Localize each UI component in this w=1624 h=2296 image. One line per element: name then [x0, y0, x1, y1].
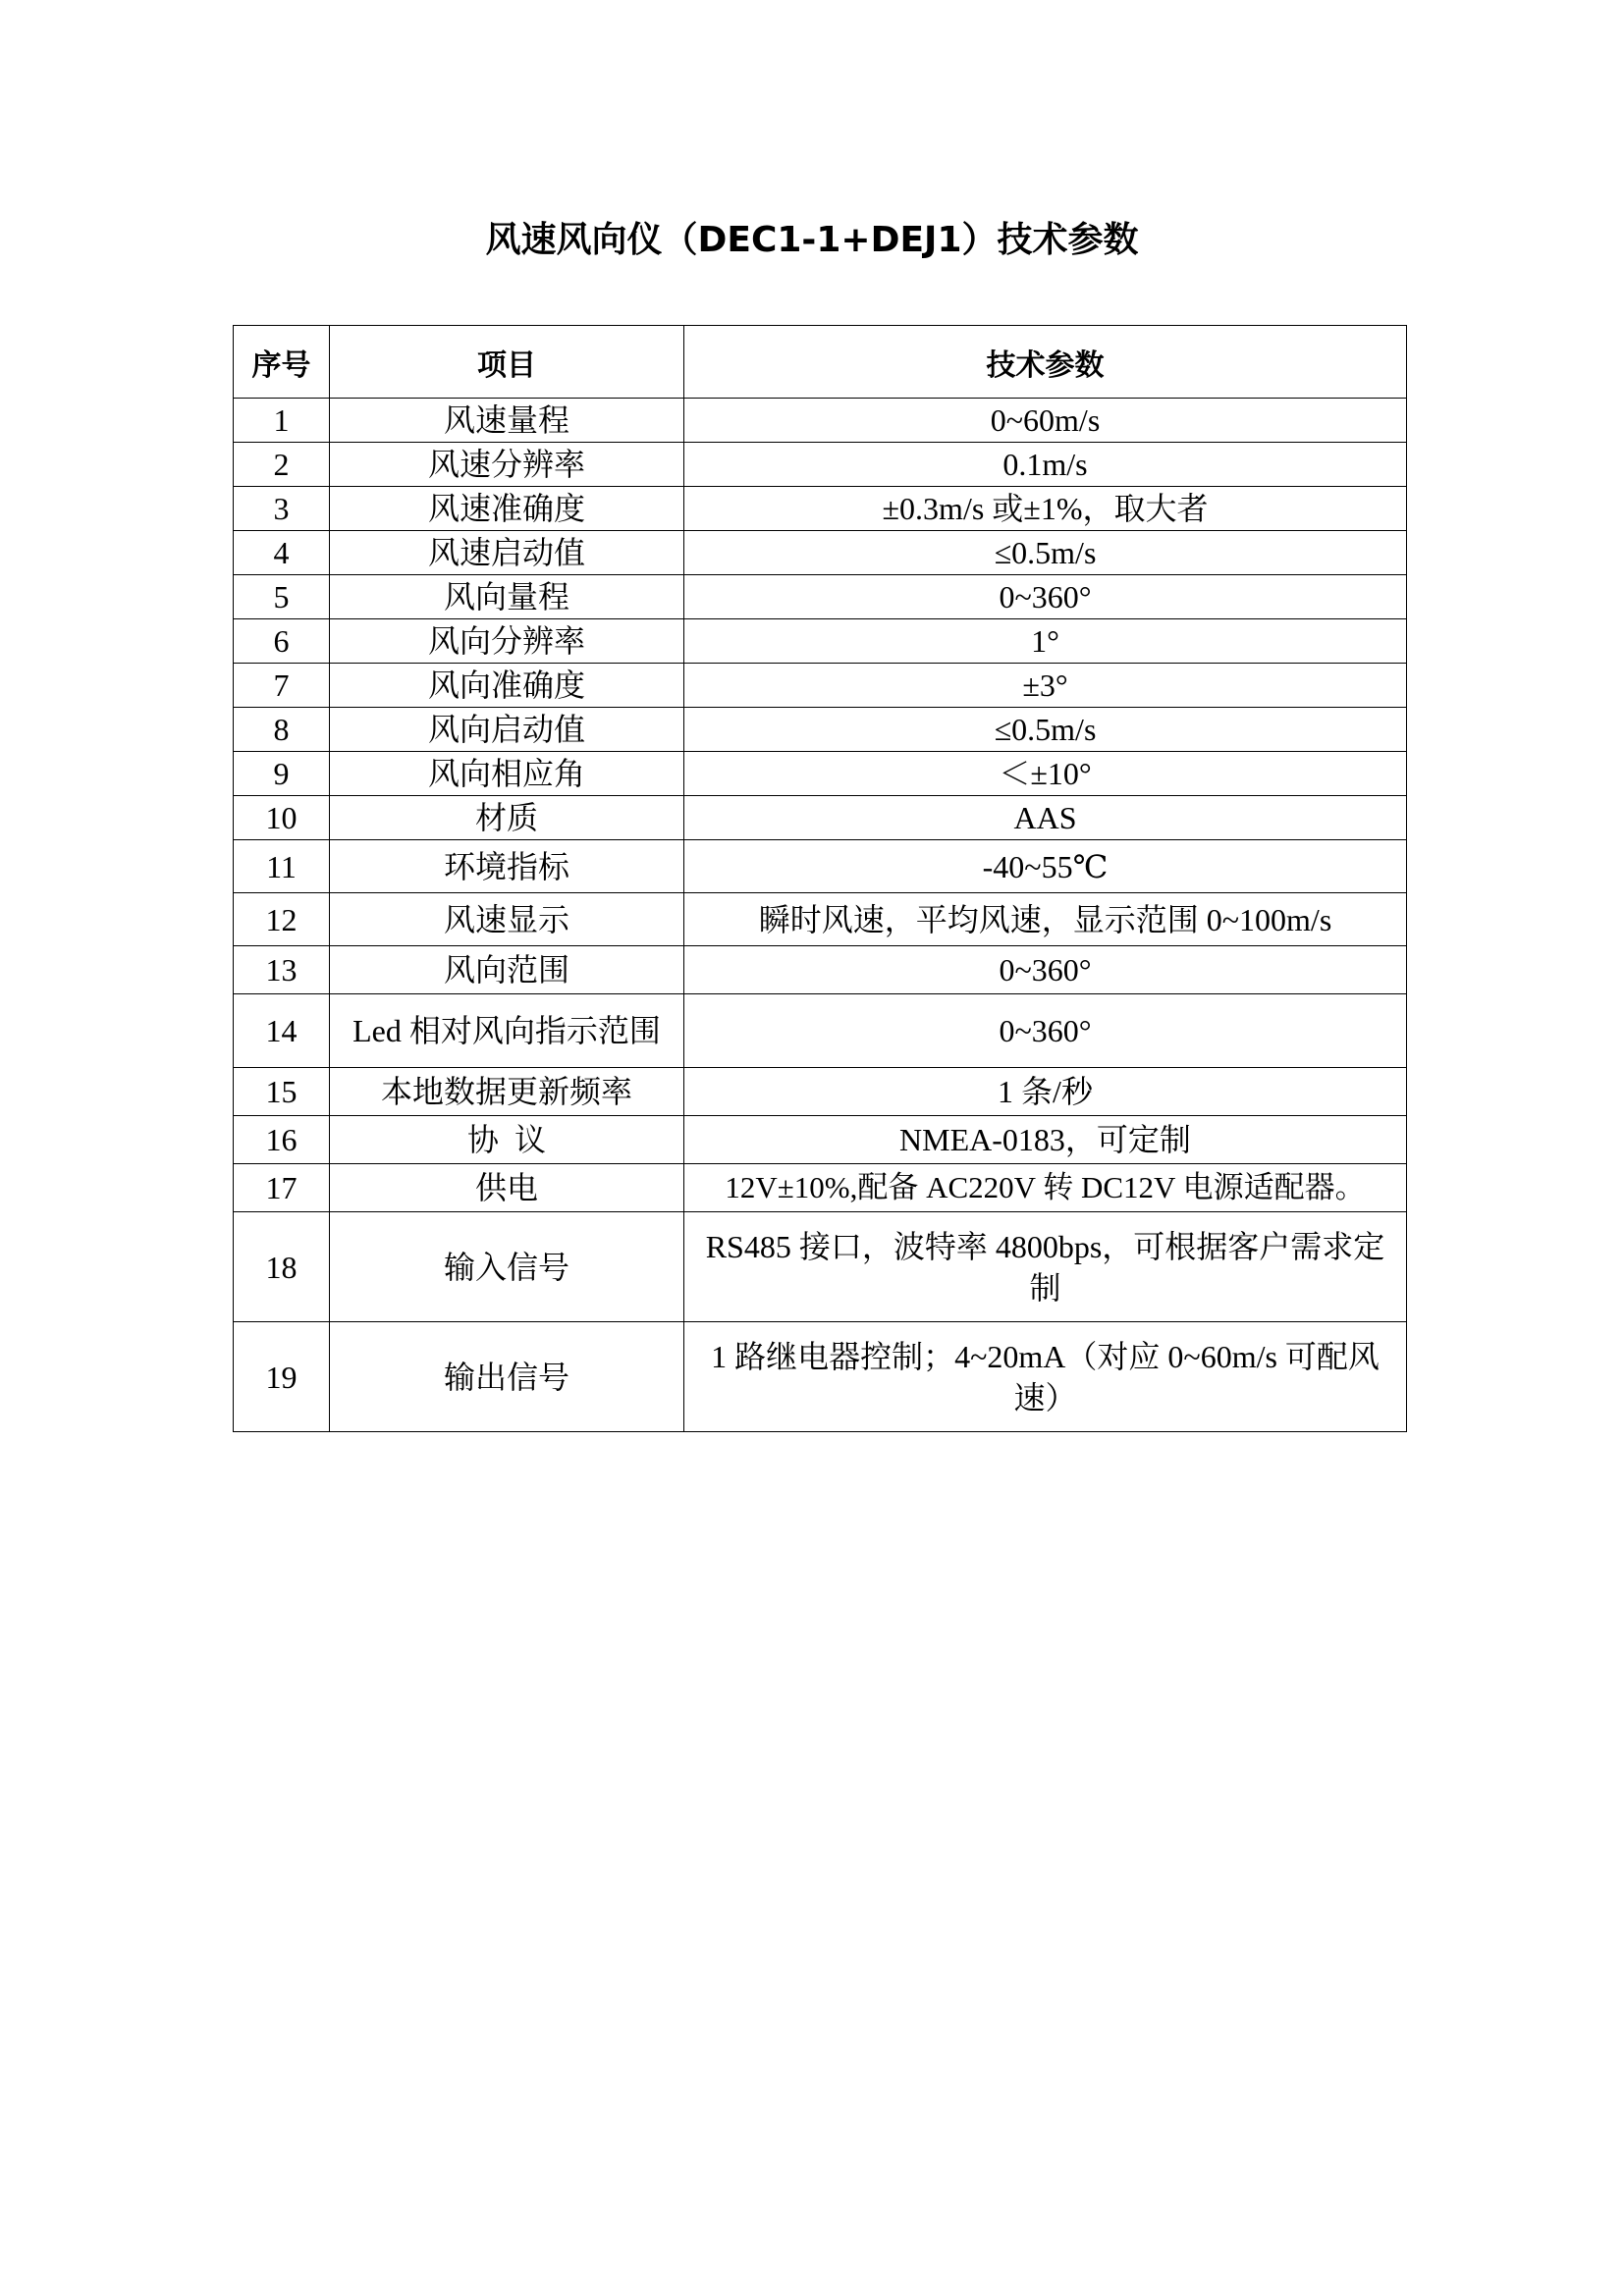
- table-row: [234, 619, 1407, 664]
- spec-table: [233, 325, 1407, 1432]
- row-item: 输出信号: [330, 1322, 684, 1432]
- header-item: 项目: [330, 326, 684, 399]
- header-param: 技术参数: [684, 326, 1407, 399]
- row-no: 8: [234, 708, 330, 752]
- row-item: 输入信号: [330, 1212, 684, 1322]
- row-item: 本地数据更新频率: [330, 1068, 684, 1116]
- row-param: AAS: [684, 796, 1407, 840]
- row-item: 风向相应角: [330, 752, 684, 796]
- row-param: ＜±10°: [684, 752, 1407, 796]
- table-row: [234, 443, 1407, 487]
- row-no: 1: [234, 399, 330, 443]
- row-item: 风向范围: [330, 946, 684, 994]
- row-param: 1°: [684, 619, 1407, 664]
- table-row: [234, 399, 1407, 443]
- row-no: 17: [234, 1164, 330, 1212]
- row-param: 0~360°: [684, 946, 1407, 994]
- row-item: 协 议: [330, 1116, 684, 1164]
- table-row: [234, 487, 1407, 531]
- row-no: 2: [234, 443, 330, 487]
- table-header-row: [234, 326, 1407, 399]
- row-item: 风向启动值: [330, 708, 684, 752]
- table-row: [234, 1116, 1407, 1164]
- row-param: 12V±10%,配备 AC220V 转 DC12V 电源适配器。: [684, 1164, 1407, 1212]
- row-item: 环境指标: [330, 840, 684, 893]
- row-param: ≤0.5m/s: [684, 708, 1407, 752]
- table-row: [234, 531, 1407, 575]
- row-param: 0~360°: [684, 994, 1407, 1068]
- row-param: 1 路继电器控制；4~20mA（对应 0~60m/s 可配风速）: [684, 1322, 1407, 1432]
- row-item: 风速量程: [330, 399, 684, 443]
- row-no: 19: [234, 1322, 330, 1432]
- table-row: [234, 796, 1407, 840]
- row-item: 风速显示: [330, 893, 684, 946]
- table-row: [234, 946, 1407, 994]
- table-row: [234, 575, 1407, 619]
- row-param: 1 条/秒: [684, 1068, 1407, 1116]
- row-param: -40~55℃: [684, 840, 1407, 893]
- row-no: 10: [234, 796, 330, 840]
- table-row: [234, 1164, 1407, 1212]
- table-row: [234, 664, 1407, 708]
- table-row: [234, 1212, 1407, 1322]
- row-param: 0~360°: [684, 575, 1407, 619]
- row-param: RS485 接口，波特率 4800bps，可根据客户需求定制: [684, 1212, 1407, 1322]
- row-no: 14: [234, 994, 330, 1068]
- row-item: 供电: [330, 1164, 684, 1212]
- row-no: 15: [234, 1068, 330, 1116]
- row-no: 16: [234, 1116, 330, 1164]
- row-no: 13: [234, 946, 330, 994]
- table-row: [234, 1322, 1407, 1432]
- row-item: 风向分辨率: [330, 619, 684, 664]
- header-no: 序号: [234, 326, 330, 399]
- row-param: 瞬时风速，平均风速，显示范围 0~100m/s: [684, 893, 1407, 946]
- row-param: ≤0.5m/s: [684, 531, 1407, 575]
- row-no: 18: [234, 1212, 330, 1322]
- row-item: 风速准确度: [330, 487, 684, 531]
- table-row: [234, 752, 1407, 796]
- row-param: ±0.3m/s 或±1%，取大者: [684, 487, 1407, 531]
- row-item: 风向量程: [330, 575, 684, 619]
- row-item: 材质: [330, 796, 684, 840]
- row-param: 0.1m/s: [684, 443, 1407, 487]
- row-no: 12: [234, 893, 330, 946]
- row-no: 9: [234, 752, 330, 796]
- table-row: [234, 994, 1407, 1068]
- row-no: 3: [234, 487, 330, 531]
- table-row: [234, 708, 1407, 752]
- row-no: 6: [234, 619, 330, 664]
- row-item: Led 相对风向指示范围: [330, 994, 684, 1068]
- row-no: 7: [234, 664, 330, 708]
- row-item: 风向准确度: [330, 664, 684, 708]
- row-param: ±3°: [684, 664, 1407, 708]
- table-row: [234, 893, 1407, 946]
- row-no: 11: [234, 840, 330, 893]
- row-param: 0~60m/s: [684, 399, 1407, 443]
- row-param: NMEA-0183，可定制: [684, 1116, 1407, 1164]
- row-item: 风速分辨率: [330, 443, 684, 487]
- table-row: [234, 1068, 1407, 1116]
- page-title: 风速风向仪（DEC1-1+DEJ1）技术参数: [485, 220, 1139, 260]
- row-item: 风速启动值: [330, 531, 684, 575]
- table-row: [234, 840, 1407, 893]
- row-no: 4: [234, 531, 330, 575]
- row-no: 5: [234, 575, 330, 619]
